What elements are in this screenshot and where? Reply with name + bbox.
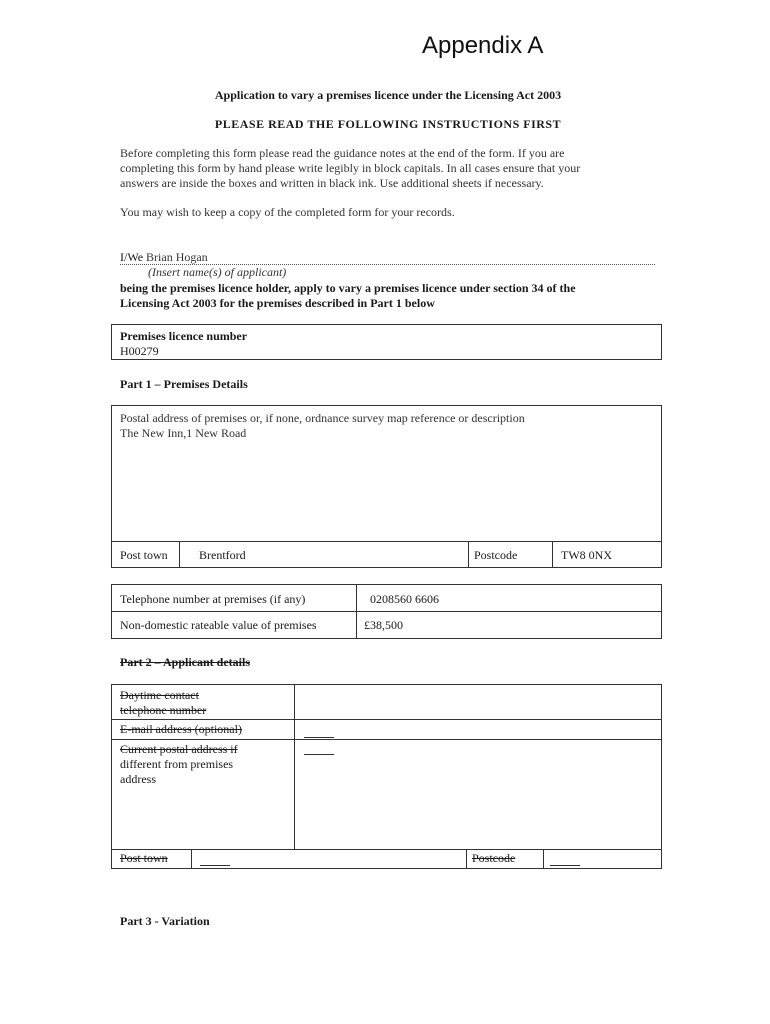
applicant-details-box (111, 684, 662, 869)
daytime-line-2: telephone number (120, 703, 207, 717)
part2-heading: Part 2 – Applicant details (120, 655, 251, 669)
rateable-value[interactable]: £38,500 (364, 618, 403, 632)
instructions-line-1: Before completing this form please read the guidance notes at the end of the form. If you are (120, 146, 565, 160)
current-address-label (120, 742, 238, 787)
appendix-title: Appendix A (422, 32, 544, 59)
postcode-label-divider (468, 541, 469, 567)
holder-statement-line-1: being the premises licence holder, apply to vary a premises licence under section 34 of the (120, 281, 576, 295)
current-line-1: Current postal address if (120, 742, 238, 756)
premises-address-box[interactable] (111, 405, 662, 568)
daytime-row-divider (112, 719, 661, 720)
current-line-2: different from premises (120, 757, 234, 771)
address-label: Postal address of premises or, if none, ordnance survey map reference or description (120, 411, 525, 425)
applicant-hint: (Insert name(s) of applicant) (148, 265, 287, 279)
copy-note: You may wish to keep a copy of the completed form for your records. (120, 205, 455, 219)
instructions-line-2: completing this form by hand please write legibly in block capitals. In all cases ensure that your (120, 161, 581, 175)
licence-label-rest: licence number (165, 329, 248, 343)
phone-rateable-divider (112, 611, 661, 612)
p2-postcode-label-divider (466, 849, 467, 868)
licence-number-box[interactable] (111, 324, 662, 360)
instructions-heading: PLEASE READ THE FOLLOWING INSTRUCTIONS FIRST (214, 117, 562, 131)
rateable-label: Non-domestic rateable value of premises (120, 618, 317, 632)
p2-postcode-dash (550, 857, 580, 872)
telephone-value[interactable]: 0208560 6606 (370, 592, 439, 606)
post-town-divider (179, 541, 180, 567)
applicant-prefix: I/We (120, 250, 144, 264)
postcode-value[interactable]: TW8 0NX (561, 548, 612, 562)
phone-value-divider (356, 585, 357, 638)
applicant-name-line[interactable] (120, 250, 655, 265)
email-label: E-mail address (optional) (120, 722, 242, 736)
applicant-label-divider (294, 685, 295, 849)
postcode-value-divider (552, 541, 553, 567)
post-town-label: Post town (120, 548, 168, 562)
p2-post-town-label: Post town (120, 851, 168, 865)
premises-phone-rateable-box (111, 584, 662, 639)
part1-heading: Part 1 – Premises Details (120, 377, 248, 391)
address-divider (112, 541, 661, 542)
p2-postcode-value-divider (543, 849, 544, 868)
applicant-name: Brian Hogan (146, 250, 208, 264)
current-address-dash (304, 746, 334, 761)
address-value: The New Inn,1 New Road (120, 426, 247, 440)
email-dash (304, 729, 334, 744)
licence-number-label (120, 329, 247, 344)
postcode-label: Postcode (474, 548, 518, 562)
licence-number-value: H00279 (120, 344, 159, 358)
holder-statement (120, 281, 660, 311)
p2-post-town-dash (200, 857, 230, 872)
p2-post-town-divider (191, 849, 192, 868)
post-town-value[interactable]: Brentford (199, 548, 246, 562)
part3-heading: Part 3 - Variation (120, 914, 210, 928)
instructions-text (120, 146, 650, 191)
daytime-phone-label (120, 688, 206, 718)
p2-postcode-label: Postcode (472, 851, 516, 865)
form-title: Application to vary a premises licence under the Licensing Act 2003 (214, 88, 562, 102)
holder-statement-line-2: Licensing Act 2003 for the premises described in Part 1 below (120, 296, 435, 310)
daytime-line-1: Daytime contact (120, 688, 199, 702)
post-town-row-divider (112, 849, 661, 850)
licence-label-bold: Premises (120, 329, 166, 343)
telephone-label: Telephone number at premises (if any) (120, 592, 306, 606)
current-line-3: address (120, 772, 156, 786)
instructions-line-3: answers are inside the boxes and written in black ink. Use additional sheets if necessary. (120, 176, 544, 190)
email-row-divider (112, 739, 661, 740)
